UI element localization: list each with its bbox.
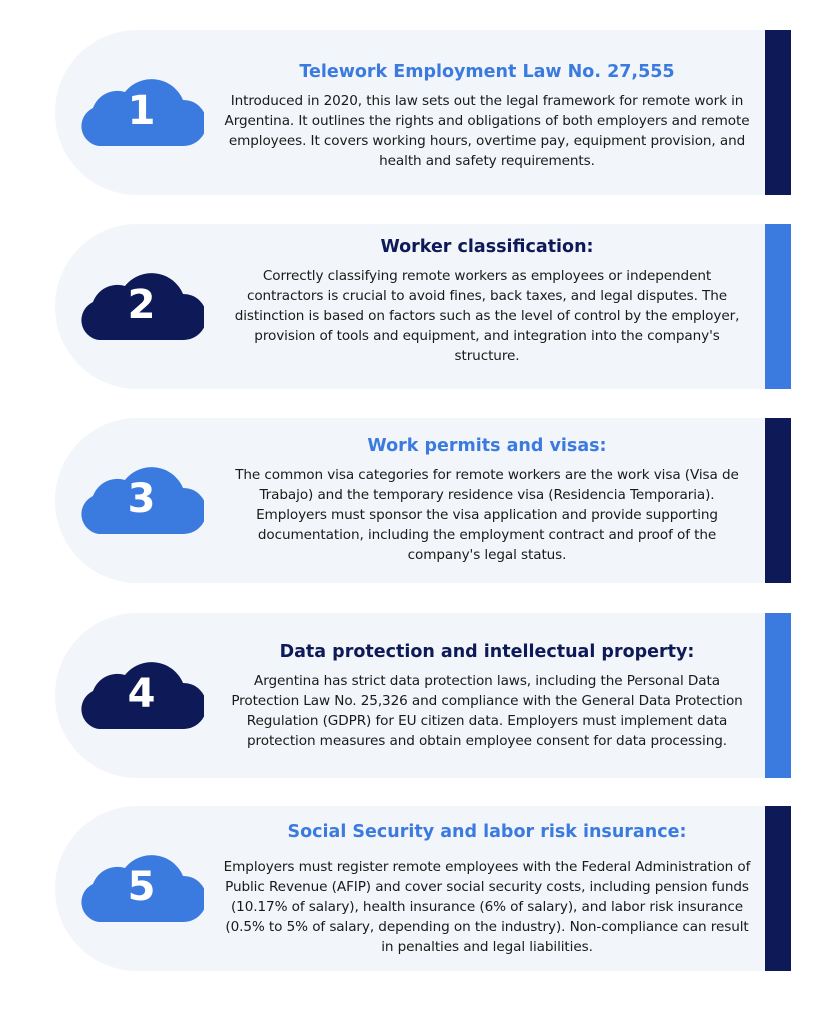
cloud-icon: [79, 458, 204, 534]
step-number: 3: [127, 476, 156, 522]
card-body: Argentina has strict data protection laws, including the Personal Data Protection Law No. 25,326 and compliance with the General Data Protection Regulation (GDPR) for EU citizen data. Employers must implement data protection measures and obtain employee consent for data processing.: [231, 673, 743, 749]
card-content: [223, 435, 751, 565]
card-title: Worker classification:: [380, 237, 594, 257]
step-number: 4: [127, 671, 156, 717]
cloud-icon: [79, 70, 204, 146]
card-1: [55, 30, 791, 195]
card-body: The common visa categories for remote workers are the work visa (Visa de Trabajo) and the temporary residence visa (Residencia Temporaria). Employers must sponsor the visa application and provide supporting documentation, including the employment contract and proof of the company's legal status.: [235, 467, 739, 563]
card-side-bar: [765, 613, 791, 778]
card-content: [223, 236, 751, 366]
card-body: Correctly classifying remote workers as employees or independent contractors is crucial to avoid fines, back taxes, and legal disputes. The distinction is based on factors such as the level of control by the employer, provision of tools and equipment, and integration into the company's structure.: [234, 268, 740, 364]
card-side-bar: [765, 418, 791, 583]
step-number: 1: [127, 88, 156, 134]
card-content: [223, 821, 751, 957]
card-5: [55, 806, 791, 971]
step-number: 2: [127, 282, 156, 328]
step-number: 5: [127, 864, 156, 910]
cloud-icon: [79, 264, 204, 340]
card-4: [55, 613, 791, 778]
cloud-icon: [79, 846, 204, 922]
card-title: Work permits and visas:: [367, 436, 607, 456]
card-3: [55, 418, 791, 583]
card-side-bar: [765, 806, 791, 971]
card-side-bar: [765, 224, 791, 389]
card-body: Introduced in 2020, this law sets out the legal framework for remote work in Argentina. It outlines the rights and obligations of both employers and remote employees. It covers working hours, overtime pay, equipment provision, and health and safety requirements.: [224, 93, 750, 169]
card-title: Social Security and labor risk insurance:: [287, 822, 687, 842]
card-side-bar: [765, 30, 791, 195]
card-content: [223, 61, 751, 171]
card-title: Data protection and intellectual property:: [279, 642, 695, 662]
card-2: [55, 224, 791, 389]
card-content: [223, 641, 751, 751]
card-body: Employers must register remote employees with the Federal Administration of Public Revenue (AFIP) and cover social security costs, including pension funds (10.17% of salary), health insurance (6% of salary), and labor risk insurance (0.5% to 5% of salary, depending on the industry). Non-compliance can result in penalties and legal liabilities.: [223, 859, 751, 955]
card-title: Telework Employment Law No. 27,555: [299, 62, 675, 82]
cloud-icon: [79, 653, 204, 729]
